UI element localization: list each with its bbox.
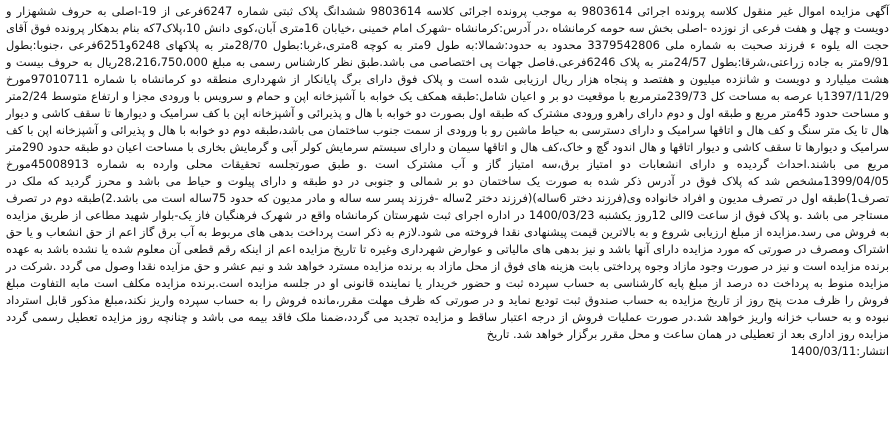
publish-date: انتشار:1400/03/11 (790, 344, 889, 358)
notice-body: آگهی مزایده اموال غیر منقول کلاسه پرونده اجرائی 9803614 به موجب پرونده اجرائی کلاسه 9803614 ششدانگ پلاک ثبتی شماره 6247فرعی از 19-اصلی به حروف ششهزار و دویست و چهل و هفت فرعی از نوزده -اصلی بخش سه حومه کرمانشاه ،در آدرس:کرمانشاه -شهرک امام خمینی ،خیابان 16متری آبان،کوی دانش 10،پلاک7که بنام بدهکار پرونده فوق آقای حجت اله یلوه ء فرزند صحبت به شماره ملی 3379542806 محدود به حدود:شمالا:به طول 9متر به کوچه 8متری،غربا:بطول 28/70متر به پلاکهای 6248و6251فرعی ،جنوبا:بطول 9/91متر به جاده زراعتی،شرقا:بطول 24/57متر به پلاک 6246فرعی.فاصل جهات پی اختصاصی می باشد.طبق نظر کارشناس رسمی به مبلغ 28،216،750،000ریال به حروف بیست و هشت میلیارد و دویست و شانزده میلیون و هفتصد و پنجاه هزار ریال ارزیابی شده است و پلاک فوق دارای برگ پایانکار از شهرداری منطقه دو کرمانشاه با شماره 97010711مورخ 1397/11/29با عرصه به مساحت کل 239/73مترمربع با موقعیت دو بر و اعیان شامل:طبقه همکف یک خوابه با آشپزخانه اپن و حمام و سرویس با ورودی مجزا و ارتفاع متوسط 2/24متر و مساحت حدود 45متر مربع و طبقه اول و دوم دارای راهرو ورودی مشترک که طبقه اول بصورت دو خوابه با هال و پذیرائی و آشپزخانه اپن با کف سرامیک و دیوارها تا سقف کاشی و دیوار هال تا یک متر سنگ و کف هال و اتاقها سرامیک و دارای دسترسی به حیاط ماشین رو با ورودی از سمت جنوب ساختمان می باشد،طبقه دوم دو خوابه با هال و پذیرائی و آشپزخانه اپن با کف سرامیک و دیوارها تا سقف کاشی و دیوار اتاقها و هال اندود گچ و خاک،کف هال و اتاقها سیمان و دارای سیستم سرمایش کولر آبی و گرمایش بخاری با مساحت اعیان دو طبقه حدود 290متر مربع می باشند.احداث گردیده و دارای انشعابات دو امتیاز برق،سه امتیاز گاز و آب مشترک است .و طبق صورتجلسه تحقیقات محلی وارده به شماره 45008913مورخ 1399/04/05مشخص شد که پلاک فوق در آدرس ذکر شده به صورت یک ساختمان دو بر شمالی و جنوبی در دو طبقه و دارای پیلوت و حیاط می باشد و محرز گردید که ملک در تصرف1)طبقه اول در تصرف مدیون و افراد خانواده وی(فرزند دختر 6ساله)(فرزند دختر 2ساله -فرزند پسر سه ساله و مادر مدیون که حدود 75ساله است می باشد.2)طبقه دوم در تصرف مستاجر می باشد .و پلاک فوق از ساعت 9الی 12روز یکشنبه 1400/03/23 در اداره اجرای ثبت شهرستان کرمانشاه واقع در شهرک فرهنگیان فاز یک-بلوار شهید مطاعی از طریق مزایده به فروش می رسد.مزایده از مبلغ ارزیابی شروع و به بالاترین قیمت پیشنهادی نقدا فروخته می شود.لازم به ذکر است پرداخت بدهی های مربوط به آب برق گاز اعم از حق انشعاب و یا حق اشتراک ومصرف در صورتی که مورد مزایده دارای آنها باشد و نیز بدهی های مالیاتی و عوارض شهرداری وغیره تا تاریخ مزایده اعم از اینکه رقم قطعی آن معلوم شده یا نشده باشد به عهده برنده مزایده است و نیز در صورت وجود مازاد وجوه پرداختی بابت هزینه های فوق از محل مازاد به برنده مزایده مسترد خواهد شد و نیم عشر و حق مزایده نقدا وصول می گردد .شرکت در مزایده منوط به پرداخت ده درصد از مبلغ پایه کارشناسی به حساب سپرده ثبت و حضور خریدار یا نماینده قانونی او در جلسه مزایده است.برنده مزایده مکلف است مابه التفاوت مبلغ فروش را ظرف مدت پنج روز از تاریخ مزایده به حساب صندوق ثبت تودیع نماید و در صورتی که ظرف مهلت مقرر،مانده فروش را به حساب سپرده واریز نکند،مبلغ مذکور قابل استرداد نبوده و به حساب خزانه واریز خواهد شد.در صورت عملیات فروش از درجه اعتبار ساقط و مزایده تجدید می گردد،ضمنا ملک فاقد بیمه می باشد و چنانچه روز مزایده تعطیل رسمی گردد مزایده روز اداری بعد از تعطیلی در همان ساعت و محل مقرر برگزار خواهد شد. تاریخ (6, 4, 890, 341)
